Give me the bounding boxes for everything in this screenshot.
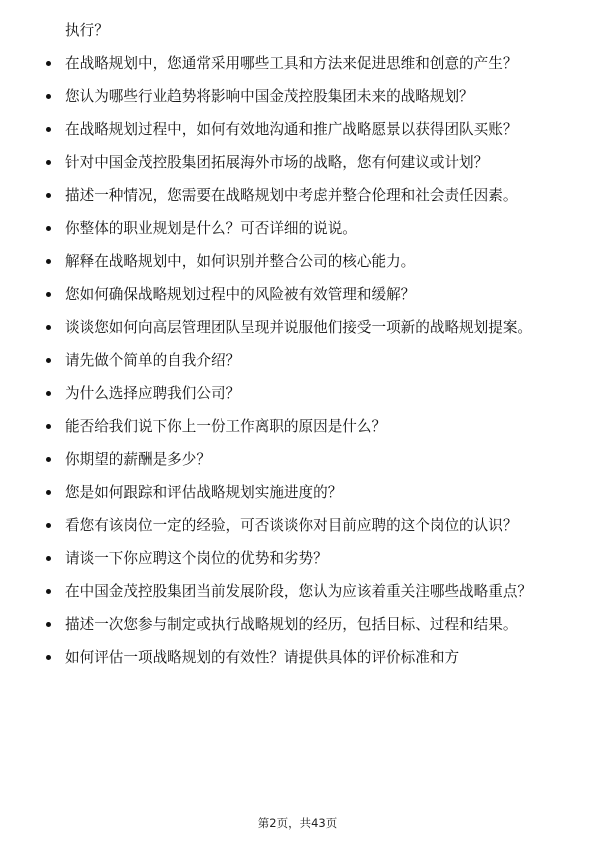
item-text: 描述一种情况，您需要在战略规划中考虑并整合伦理和社会责任因素。 — [65, 187, 518, 204]
item-text: 能否给我们说下你上一份工作离职的原因是什么？ — [65, 418, 387, 435]
bullet-icon — [46, 655, 51, 660]
bullet-icon — [46, 358, 51, 363]
list-item — [44, 86, 564, 108]
bullet-icon — [46, 523, 51, 528]
bullet-icon — [46, 259, 51, 264]
list-item — [44, 548, 564, 570]
list-item — [44, 284, 564, 306]
item-text: 针对中国金茂控股集团拓展海外市场的战略，您有何建议或计划？ — [65, 154, 489, 171]
list-item — [44, 152, 564, 174]
item-text: 如何评估一项战略规划的有效性？请提供具体的评价标准和方 — [65, 649, 460, 666]
item-text: 您如何确保战略规划过程中的风险被有效管理和缓解？ — [65, 286, 416, 303]
list-item — [44, 20, 564, 42]
list-item — [44, 218, 564, 240]
list-item — [44, 581, 564, 603]
item-text: 执行？ — [65, 22, 109, 39]
bullet-icon — [46, 622, 51, 627]
bullet-icon — [46, 457, 51, 462]
item-text: 为什么选择应聘我们公司？ — [65, 385, 241, 402]
bullet-icon — [46, 94, 51, 99]
list-item — [44, 383, 564, 405]
bullet-icon — [46, 160, 51, 165]
list-item — [44, 647, 564, 669]
item-text: 在中国金茂控股集团当前发展阶段，您认为应该着重关注哪些战略重点？ — [65, 583, 533, 600]
bullet-icon — [46, 292, 51, 297]
bullet-icon — [46, 193, 51, 198]
bullet-icon — [46, 490, 51, 495]
list-item — [44, 251, 564, 273]
page-number: 第2页，共43页 — [257, 816, 338, 830]
list-item — [44, 350, 564, 372]
question-list — [44, 20, 564, 680]
list-item — [44, 185, 564, 207]
item-text: 您是如何跟踪和评估战略规划实施进度的？ — [65, 484, 343, 501]
item-text: 您认为哪些行业趋势将影响中国金茂控股集团未来的战略规划？ — [65, 88, 474, 105]
item-text: 请先做个简单的自我介绍？ — [65, 352, 241, 369]
item-text: 你整体的职业规划是什么？可否详细的说说。 — [65, 220, 357, 237]
bullet-icon — [46, 325, 51, 330]
item-text: 在战略规划中，您通常采用哪些工具和方法来促进思维和创意的产生？ — [65, 55, 518, 72]
bullet-icon — [46, 424, 51, 429]
bullet-icon — [46, 61, 51, 66]
list-item — [44, 53, 564, 75]
item-text: 看您有该岗位一定的经验，可否谈谈你对目前应聘的这个岗位的认识？ — [65, 517, 518, 534]
list-item — [44, 449, 564, 471]
list-item — [44, 482, 564, 504]
bullet-icon — [46, 127, 51, 132]
bullet-icon — [46, 589, 51, 594]
item-text: 在战略规划过程中，如何有效地沟通和推广战略愿景以获得团队买账？ — [65, 121, 518, 138]
list-item — [44, 614, 564, 636]
bullet-icon — [46, 226, 51, 231]
item-text: 你期望的薪酬是多少？ — [65, 451, 211, 468]
list-item — [44, 416, 564, 438]
bullet-icon — [46, 556, 51, 561]
list-item — [44, 119, 564, 141]
item-text: 描述一次您参与制定或执行战略规划的经历，包括目标、过程和结果。 — [65, 616, 518, 633]
item-text: 请谈一下你应聘这个岗位的优势和劣势？ — [65, 550, 328, 567]
item-text: 解释在战略规划中，如何识别并整合公司的核心能力。 — [65, 253, 416, 270]
list-item — [44, 515, 564, 537]
bullet-icon — [46, 391, 51, 396]
list-item — [44, 317, 564, 339]
item-text: 谈谈您如何向高层管理团队呈现并说服他们接受一项新的战略规划提案。 — [65, 319, 533, 336]
